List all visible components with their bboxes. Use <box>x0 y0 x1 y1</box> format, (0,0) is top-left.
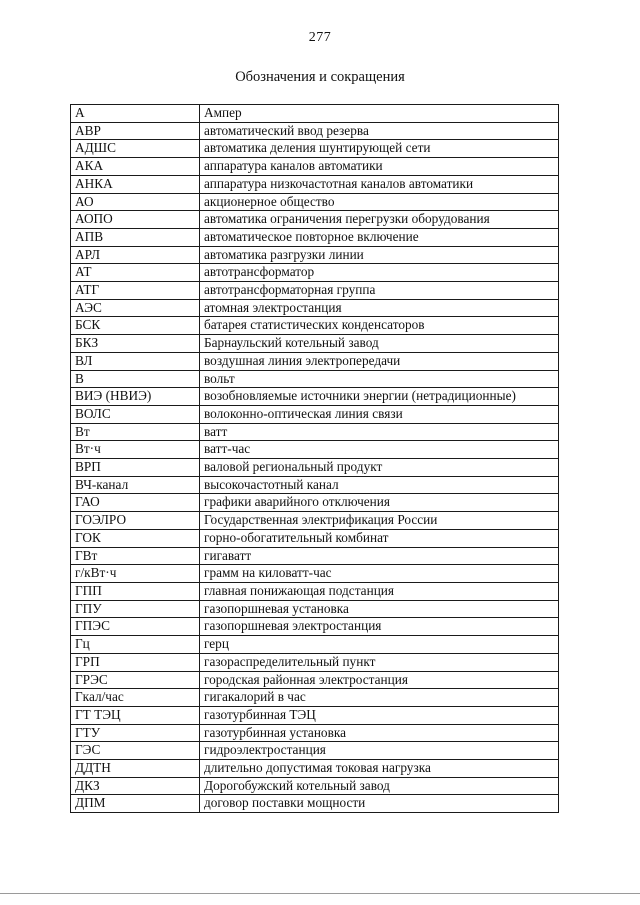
table-row <box>71 600 559 618</box>
abbreviation-cell: АЭС <box>71 299 200 317</box>
meaning-cell: автоматика деления шунтирующей сети <box>200 140 559 158</box>
abbreviation-cell: АТ <box>71 264 200 282</box>
meaning-cell: длительно допустимая токовая нагрузка <box>200 760 559 778</box>
meaning-cell: автоматика ограничения перегрузки оборудования <box>200 211 559 229</box>
abbreviation-cell: ВРП <box>71 459 200 477</box>
abbreviation-cell: АРЛ <box>71 246 200 264</box>
meaning-cell: газораспределительный пункт <box>200 653 559 671</box>
table-row <box>71 335 559 353</box>
abbreviation-cell: ГРП <box>71 653 200 671</box>
meaning-cell: ватт <box>200 423 559 441</box>
meaning-cell: аппаратура низкочастотная каналов автоматики <box>200 175 559 193</box>
table-row <box>71 494 559 512</box>
table-row <box>71 370 559 388</box>
abbreviation-cell: ГПУ <box>71 600 200 618</box>
abbreviations-table-body <box>71 105 559 813</box>
abbreviation-cell: АОПО <box>71 211 200 229</box>
meaning-cell: высокочастотный канал <box>200 476 559 494</box>
table-row <box>71 246 559 264</box>
page-title: Обозначения и сокращения <box>235 69 405 85</box>
abbreviation-cell: ГТУ <box>71 724 200 742</box>
page-bottom-rule <box>0 893 640 894</box>
table-row <box>71 459 559 477</box>
meaning-cell: ватт-час <box>200 441 559 459</box>
table-row <box>71 565 559 583</box>
table-row <box>71 760 559 778</box>
meaning-cell: автотрансформатор <box>200 264 559 282</box>
table-row <box>71 388 559 406</box>
abbreviation-cell: АВР <box>71 122 200 140</box>
table-row <box>71 264 559 282</box>
abbreviation-cell: ДПМ <box>71 795 200 813</box>
meaning-cell: гигакалорий в час <box>200 689 559 707</box>
abbreviation-cell: ГАО <box>71 494 200 512</box>
meaning-cell: вольт <box>200 370 559 388</box>
meaning-cell: гигаватт <box>200 547 559 565</box>
table-row <box>71 211 559 229</box>
page-number: 277 <box>308 30 332 45</box>
abbreviation-cell: В <box>71 370 200 388</box>
abbreviation-cell: ГТ ТЭЦ <box>71 706 200 724</box>
table-row <box>71 352 559 370</box>
table-row <box>71 795 559 813</box>
abbreviation-cell: БКЗ <box>71 335 200 353</box>
table-row <box>71 618 559 636</box>
table-row <box>71 742 559 760</box>
abbreviation-cell: ГВт <box>71 547 200 565</box>
abbreviation-cell: ГПП <box>71 582 200 600</box>
abbreviation-cell: Вт <box>71 423 200 441</box>
abbreviation-cell: БСК <box>71 317 200 335</box>
abbreviation-cell: ГОК <box>71 529 200 547</box>
abbreviation-cell: ВИЭ (НВИЭ) <box>71 388 200 406</box>
abbreviation-cell: ДДТН <box>71 760 200 778</box>
meaning-cell: договор поставки мощности <box>200 795 559 813</box>
meaning-cell: газопоршневая электростанция <box>200 618 559 636</box>
table-row <box>71 299 559 317</box>
table-row <box>71 317 559 335</box>
abbreviations-table <box>70 104 559 813</box>
table-row <box>71 706 559 724</box>
abbreviation-cell: АПВ <box>71 228 200 246</box>
abbreviation-cell: Гц <box>71 636 200 654</box>
abbreviation-cell: А <box>71 105 200 123</box>
abbreviation-cell: АТГ <box>71 282 200 300</box>
table-row <box>71 724 559 742</box>
table-row <box>71 777 559 795</box>
meaning-cell: герц <box>200 636 559 654</box>
table-row <box>71 547 559 565</box>
meaning-cell: атомная электростанция <box>200 299 559 317</box>
abbreviation-cell: ГРЭС <box>71 671 200 689</box>
table-row <box>71 405 559 423</box>
meaning-cell: грамм на киловатт-час <box>200 565 559 583</box>
table-row <box>71 653 559 671</box>
abbreviation-cell: Вт·ч <box>71 441 200 459</box>
table-row <box>71 105 559 123</box>
meaning-cell: автоматический ввод резерва <box>200 122 559 140</box>
abbreviation-cell: ДКЗ <box>71 777 200 795</box>
meaning-cell: главная понижающая подстанция <box>200 582 559 600</box>
table-row <box>71 122 559 140</box>
table-row <box>71 512 559 530</box>
table-row <box>71 423 559 441</box>
table-row <box>71 193 559 211</box>
meaning-cell: Государственная электрификация России <box>200 512 559 530</box>
table-row <box>71 476 559 494</box>
meaning-cell: горно-обогатительный комбинат <box>200 529 559 547</box>
abbreviation-cell: ВЛ <box>71 352 200 370</box>
abbreviation-cell: г/кВт·ч <box>71 565 200 583</box>
table-row <box>71 282 559 300</box>
abbreviation-cell: ГПЭС <box>71 618 200 636</box>
abbreviation-cell: АДШС <box>71 140 200 158</box>
meaning-cell: городская районная электростанция <box>200 671 559 689</box>
abbreviation-cell: ВОЛС <box>71 405 200 423</box>
table-row <box>71 228 559 246</box>
meaning-cell: автоматика разгрузки линии <box>200 246 559 264</box>
meaning-cell: газопоршневая установка <box>200 600 559 618</box>
meaning-cell: волоконно-оптическая линия связи <box>200 405 559 423</box>
meaning-cell: аппаратура каналов автоматики <box>200 158 559 176</box>
meaning-cell: автотрансформаторная группа <box>200 282 559 300</box>
meaning-cell: гидроэлектростанция <box>200 742 559 760</box>
meaning-cell: валовой региональный продукт <box>200 459 559 477</box>
abbreviation-cell: Гкал/час <box>71 689 200 707</box>
table-row <box>71 582 559 600</box>
meaning-cell: Ампер <box>200 105 559 123</box>
meaning-cell: Барнаульский котельный завод <box>200 335 559 353</box>
meaning-cell: Дорогобужский котельный завод <box>200 777 559 795</box>
meaning-cell: возобновляемые источники энергии (нетрадиционные) <box>200 388 559 406</box>
table-row <box>71 671 559 689</box>
abbreviation-cell: ГЭС <box>71 742 200 760</box>
abbreviation-cell: АКА <box>71 158 200 176</box>
meaning-cell: воздушная линия электропередачи <box>200 352 559 370</box>
meaning-cell: батарея статистических конденсаторов <box>200 317 559 335</box>
meaning-cell: газотурбинная ТЭЦ <box>200 706 559 724</box>
meaning-cell: графики аварийного отключения <box>200 494 559 512</box>
table-row <box>71 175 559 193</box>
meaning-cell: акционерное общество <box>200 193 559 211</box>
abbreviation-cell: ГОЭЛРО <box>71 512 200 530</box>
table-row <box>71 140 559 158</box>
table-row <box>71 158 559 176</box>
abbreviation-cell: АНКА <box>71 175 200 193</box>
abbreviation-cell: АО <box>71 193 200 211</box>
table-row <box>71 441 559 459</box>
table-row <box>71 636 559 654</box>
table-row <box>71 689 559 707</box>
abbreviation-cell: ВЧ-канал <box>71 476 200 494</box>
table-row <box>71 529 559 547</box>
meaning-cell: газотурбинная установка <box>200 724 559 742</box>
meaning-cell: автоматическое повторное включение <box>200 228 559 246</box>
